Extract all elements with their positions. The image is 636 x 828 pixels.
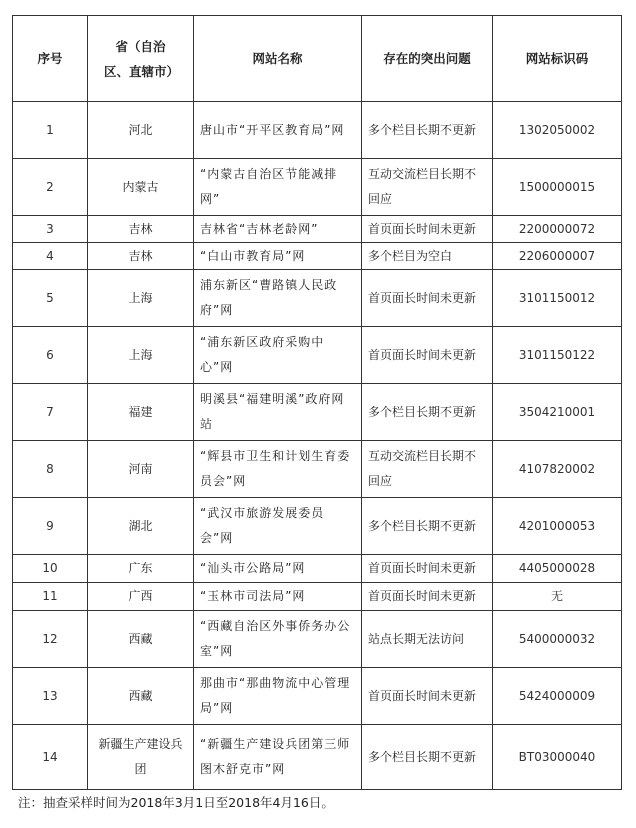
row-province: 广西 bbox=[88, 583, 194, 611]
header-row bbox=[13, 16, 622, 102]
table-row bbox=[13, 668, 622, 725]
row-issue: 多个栏目为空白 bbox=[362, 243, 493, 270]
row-province: 河北 bbox=[88, 102, 194, 159]
websites-table bbox=[12, 15, 622, 790]
table-row bbox=[13, 216, 622, 243]
row-issue: 首页面长时间未更新 bbox=[362, 327, 493, 384]
row-province: 新疆生产建设兵团 bbox=[88, 725, 194, 790]
table-row bbox=[13, 725, 622, 790]
row-site-code: 4107820002 bbox=[493, 441, 622, 498]
row-site-code: 1500000015 bbox=[493, 159, 622, 216]
row-number: 7 bbox=[13, 384, 88, 441]
row-site-name: “白山市教育局”网 bbox=[194, 243, 362, 270]
row-site-code: 1302050002 bbox=[493, 102, 622, 159]
header-code: 网站标识码 bbox=[493, 16, 622, 102]
row-issue: 多个栏目长期不更新 bbox=[362, 498, 493, 555]
table-row bbox=[13, 555, 622, 583]
row-number: 10 bbox=[13, 555, 88, 583]
table-row bbox=[13, 441, 622, 498]
footnote: 注：抽查采样时间为2018年3月1日至2018年4月16日。 bbox=[18, 795, 334, 810]
row-issue: 首页面长时间未更新 bbox=[362, 555, 493, 583]
header-issue: 存在的突出问题 bbox=[362, 16, 493, 102]
row-province: 福建 bbox=[88, 384, 194, 441]
row-site-code: 2200000072 bbox=[493, 216, 622, 243]
row-site-name: 明溪县“福建明溪”政府网站 bbox=[194, 384, 362, 441]
row-issue: 首页面长时间未更新 bbox=[362, 668, 493, 725]
table-row bbox=[13, 384, 622, 441]
table-row bbox=[13, 102, 622, 159]
row-province: 吉林 bbox=[88, 243, 194, 270]
row-site-name: 唐山市“开平区教育局”网 bbox=[194, 102, 362, 159]
row-issue: 首页面长时间未更新 bbox=[362, 270, 493, 327]
row-issue: 互动交流栏目长期不回应 bbox=[362, 441, 493, 498]
row-site-code: 无 bbox=[493, 583, 622, 611]
row-province: 河南 bbox=[88, 441, 194, 498]
row-province: 上海 bbox=[88, 327, 194, 384]
row-province: 内蒙古 bbox=[88, 159, 194, 216]
row-site-name: “玉林市司法局”网 bbox=[194, 583, 362, 611]
table-row bbox=[13, 498, 622, 555]
table-row bbox=[13, 327, 622, 384]
row-number: 14 bbox=[13, 725, 88, 790]
row-issue: 站点长期无法访问 bbox=[362, 611, 493, 668]
row-site-name: “辉县市卫生和计划生育委员会”网 bbox=[194, 441, 362, 498]
row-number: 4 bbox=[13, 243, 88, 270]
table-row bbox=[13, 611, 622, 668]
row-number: 9 bbox=[13, 498, 88, 555]
row-province: 吉林 bbox=[88, 216, 194, 243]
row-site-code: 5424000009 bbox=[493, 668, 622, 725]
table-row bbox=[13, 159, 622, 216]
row-province: 湖北 bbox=[88, 498, 194, 555]
table-row bbox=[13, 270, 622, 327]
row-site-name: “新疆生产建设兵团第三师图木舒克市”网 bbox=[194, 725, 362, 790]
row-site-name: 那曲市“那曲物流中心管理局”网 bbox=[194, 668, 362, 725]
row-number: 6 bbox=[13, 327, 88, 384]
row-number: 11 bbox=[13, 583, 88, 611]
row-issue: 互动交流栏目长期不回应 bbox=[362, 159, 493, 216]
row-site-name: 浦东新区“曹路镇人民政府”网 bbox=[194, 270, 362, 327]
row-province: 广东 bbox=[88, 555, 194, 583]
row-site-name: “汕头市公路局”网 bbox=[194, 555, 362, 583]
row-issue: 首页面长时间未更新 bbox=[362, 583, 493, 611]
row-number: 12 bbox=[13, 611, 88, 668]
row-site-code: BT03000040 bbox=[493, 725, 622, 790]
row-issue: 多个栏目长期不更新 bbox=[362, 384, 493, 441]
row-site-name: “西藏自治区外事侨务办公室”网 bbox=[194, 611, 362, 668]
table-row bbox=[13, 583, 622, 611]
row-site-code: 4405000028 bbox=[493, 555, 622, 583]
table-body bbox=[13, 102, 622, 790]
row-site-name: “浦东新区政府采购中心”网 bbox=[194, 327, 362, 384]
header-no: 序号 bbox=[13, 16, 88, 102]
row-number: 5 bbox=[13, 270, 88, 327]
row-site-code: 3101150012 bbox=[493, 270, 622, 327]
row-site-name: “武汉市旅游发展委员会”网 bbox=[194, 498, 362, 555]
header-site: 网站名称 bbox=[194, 16, 362, 102]
row-number: 1 bbox=[13, 102, 88, 159]
row-number: 2 bbox=[13, 159, 88, 216]
row-issue: 多个栏目长期不更新 bbox=[362, 725, 493, 790]
row-site-code: 5400000032 bbox=[493, 611, 622, 668]
row-site-code: 2206000007 bbox=[493, 243, 622, 270]
row-number: 8 bbox=[13, 441, 88, 498]
row-site-code: 3101150122 bbox=[493, 327, 622, 384]
row-province: 西藏 bbox=[88, 668, 194, 725]
row-site-code: 3504210001 bbox=[493, 384, 622, 441]
row-province: 上海 bbox=[88, 270, 194, 327]
row-site-code: 4201000053 bbox=[493, 498, 622, 555]
row-site-name: “内蒙古自治区节能减排网” bbox=[194, 159, 362, 216]
row-issue: 多个栏目长期不更新 bbox=[362, 102, 493, 159]
row-number: 3 bbox=[13, 216, 88, 243]
row-site-name: 吉林省“吉林老龄网” bbox=[194, 216, 362, 243]
row-issue: 首页面长时间未更新 bbox=[362, 216, 493, 243]
header-province: 省（自治区、直辖市） bbox=[88, 16, 194, 102]
table-row bbox=[13, 243, 622, 270]
row-number: 13 bbox=[13, 668, 88, 725]
row-province: 西藏 bbox=[88, 611, 194, 668]
